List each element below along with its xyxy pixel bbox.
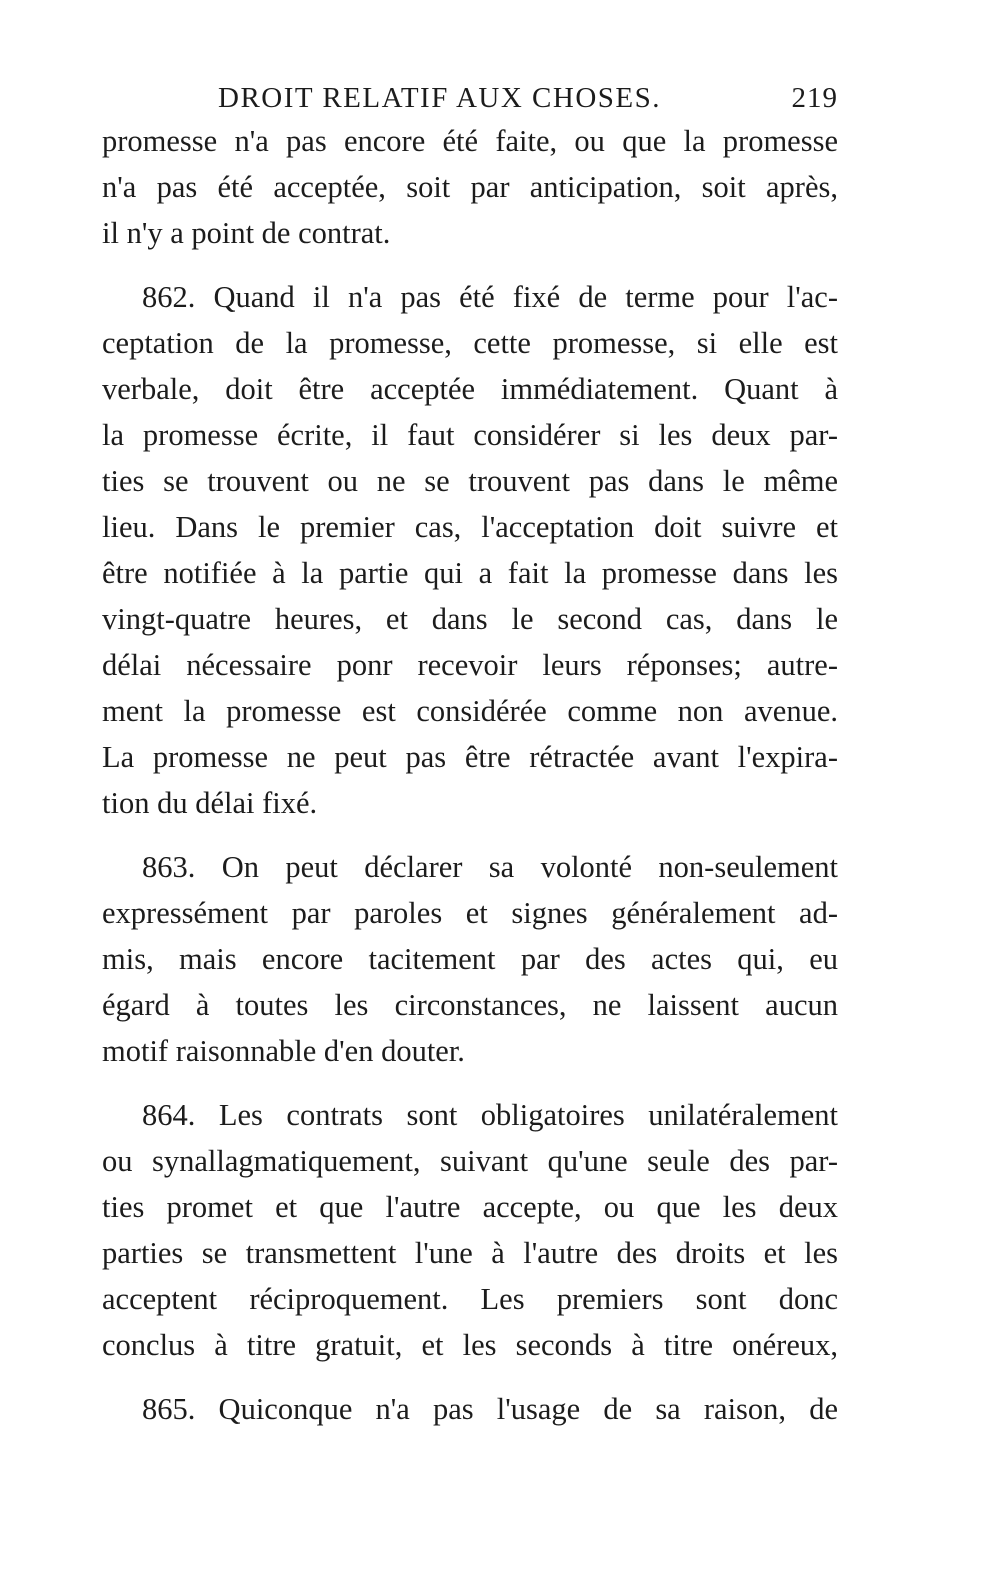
text-line: tion du délai fixé. — [102, 786, 318, 820]
text-line: mis, mais encore tacitement par des actes qui, eu — [102, 942, 838, 976]
text-line: 865. Quiconque n'a pas l'usage de sa raison, de — [142, 1392, 838, 1426]
text-line: la promesse écrite, il faut considérer si les deux par- — [102, 418, 838, 452]
article-863 — [102, 844, 838, 1074]
text-line: n'a pas été acceptée, soit par anticipation, soit après, — [102, 170, 838, 204]
text-line: il n'y a point de contrat. — [102, 216, 391, 250]
running-head — [102, 78, 838, 118]
text-line: 863. On peut déclarer sa volonté non-seulement — [142, 850, 838, 884]
text-line: lieu. Dans le premier cas, l'acceptation doit suivre et — [102, 510, 838, 544]
page-number: 219 — [791, 82, 838, 114]
text-line: 864. Les contrats sont obligatoires unilatéralement — [142, 1098, 838, 1132]
text-line: être notifiée à la partie qui a fait la promesse dans les — [102, 556, 838, 590]
text-line: parties se transmettent l'une à l'autre des droits et les — [102, 1236, 838, 1270]
text-line: ceptation de la promesse, cette promesse, si elle est — [102, 326, 838, 360]
text-line: ties promet et que l'autre accepte, ou que les deux — [102, 1190, 838, 1224]
text-line: égard à toutes les circonstances, ne laissent aucun — [102, 988, 838, 1022]
text-line: La promesse ne peut pas être rétractée avant l'expira- — [102, 740, 838, 774]
article-865 — [102, 1386, 838, 1432]
text-line: acceptent réciproquement. Les premiers sont donc — [102, 1282, 838, 1316]
text-line: délai nécessaire ponr recevoir leurs réponses; autre- — [102, 648, 838, 682]
running-head-title: DROIT RELATIF AUX CHOSES. — [218, 82, 662, 114]
paragraph-continuation — [102, 118, 838, 256]
book-page — [102, 78, 838, 1432]
article-864 — [102, 1092, 838, 1368]
text-line: promesse n'a pas encore été faite, ou que la promesse — [102, 124, 838, 158]
text-line: vingt-quatre heures, et dans le second cas, dans le — [102, 602, 838, 636]
text-line: verbale, doit être acceptée immédiatement. Quant à — [102, 372, 838, 406]
text-line: ou synallagmatiquement, suivant qu'une seule des par- — [102, 1144, 838, 1178]
text-line: expressément par paroles et signes généralement ad- — [102, 896, 838, 930]
text-line: ment la promesse est considérée comme non avenue. — [102, 694, 838, 728]
article-862 — [102, 274, 838, 826]
text-line: motif raisonnable d'en douter. — [102, 1034, 465, 1068]
text-line: 862. Quand il n'a pas été fixé de terme pour l'ac- — [142, 280, 838, 314]
text-line: ties se trouvent ou ne se trouvent pas dans le même — [102, 464, 838, 498]
text-line: conclus à titre gratuit, et les seconds à titre onéreux, — [102, 1328, 838, 1362]
